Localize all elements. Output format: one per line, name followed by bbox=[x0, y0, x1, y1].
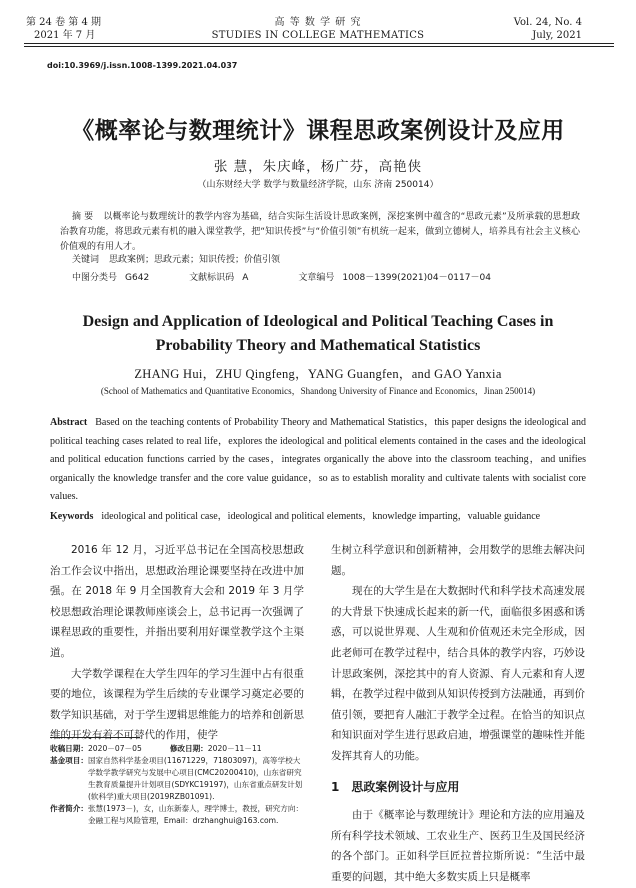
body-right-column bbox=[331, 540, 585, 888]
footnote-fund bbox=[50, 755, 304, 803]
header-date-en: July, 2021 bbox=[532, 30, 582, 41]
revised-value: 2020－11－11 bbox=[207, 744, 262, 753]
affiliation-en: (School of Mathematics and Quantitative Economics，Shandong University of Finance and Economics，Jinan 250014) bbox=[100, 386, 536, 396]
clc-value: G642 bbox=[125, 273, 150, 283]
body-paragraph: 生树立科学意识和创新精神，会用数学的思维去解决问题。 bbox=[331, 544, 585, 577]
received-value: 2020－07－05 bbox=[87, 744, 142, 753]
header-date-cn: 2021 年 7 月 bbox=[34, 30, 96, 41]
footnote-rule bbox=[50, 737, 140, 738]
paper-title-en-line2: Probability Theory and Mathematical Statistics bbox=[155, 337, 481, 354]
keywords-en-text: ideological and political case，ideological and political elements，knowledge imparting，valuable guidance bbox=[101, 511, 541, 522]
body-paragraph: 由于《概率论与数理统计》理论和方法的应用遍及所有科学技术领域、工农业生产、医药卫生及国民经济的各个部门。正如科学巨匠拉普拉斯所说：“生活中最重要的问题，其中绝大多数实质上只是概率 bbox=[331, 809, 585, 883]
fund-value: 国家自然科学基金项目(11671229，71803097)，高等学校大学数学教学研究与发展中心项目(CMC20200410)，山东省研究生教育质量提升计划项目(SDYKC19197)，山东省重点研发计划(软科学)重大项目(2019RZB01091). bbox=[87, 756, 303, 801]
paper-title-en-line1: Design and Application of Ideological and Political Teaching Cases in bbox=[82, 313, 554, 330]
keywords-cn-text: 思政案例；思政元素；知识传授；价值引领 bbox=[109, 255, 281, 265]
abstract-cn bbox=[60, 210, 580, 255]
abstract-en bbox=[50, 414, 586, 507]
abstract-en-label: Abstract bbox=[50, 417, 88, 428]
keywords-en-label: Keywords bbox=[50, 511, 94, 522]
header-volume-en bbox=[514, 16, 582, 42]
author-bio-value: 张慧(1973－)，女，山东新泰人，理学博士，教授，研究方向：金融工程与风险管理，Email：drzhanghui@163.com. bbox=[87, 804, 304, 825]
doc-code-label: 文献标识码 bbox=[189, 273, 235, 283]
footnote-author bbox=[50, 803, 304, 827]
doi[interactable]: doi:10.3969/j.issn.1008-1399.2021.04.037 bbox=[47, 61, 238, 70]
keywords-cn bbox=[72, 252, 280, 265]
authors-cn: 张 慧，朱庆峰，杨广芬，高艳侠 bbox=[213, 159, 423, 175]
header-journal-en: STUDIES IN COLLEGE MATHEMATICS bbox=[211, 30, 425, 41]
section-heading: 1 思政案例设计与应用 bbox=[331, 779, 460, 794]
footnote-dates bbox=[50, 743, 304, 755]
paper-title-en bbox=[0, 310, 636, 358]
revised-label: 修改日期： bbox=[169, 744, 208, 753]
header-rule-top bbox=[24, 43, 614, 44]
abstract-cn-label: 摘 要 bbox=[72, 212, 94, 222]
article-no-label: 文章编号 bbox=[298, 273, 335, 283]
keywords-cn-label: 关键词 bbox=[72, 255, 100, 265]
body-paragraph: 2016 年 12 月，习近平总书记在全国高校思想政治工作会议中指出，思想政治理论课要坚持在改进中加强。在 2018 年 9 月全国教育大会和 2019 年 3 月学校思想政治理论课教师座谈会上，总书记再一次强调了课程思政的重要性，并指出要利用好课堂教学这个主渠道。 bbox=[50, 544, 304, 659]
abstract-cn-text: 以概率论与数理统计的教学内容为基础，结合实际生活设计思政案例，深挖案例中蕴含的“思政元素”及所承载的思想政治教育功能，将思政元素有机的融入课堂教学，把“知识传授”与“价值引领”有机统一起来，做到立德树人，培养具有社会主义核心价值观的有用人才。 bbox=[60, 212, 580, 252]
header-rule-bottom bbox=[24, 46, 614, 47]
abstract-en-text: Based on the teaching contents of Probability Theory and Mathematical Statistics，this paper designs the ideological and political teaching cases related to real life，explores the ideological and political elements contained in the cases and the ideological and political education functions carried by the cases，integrates organically the above into the classroom teaching，and unifies organically the knowledge transfer and the core value guidance，so as to establish morality and cultivate talents with socialist core values. bbox=[50, 417, 586, 502]
affiliation-cn: （山东财经大学 数学与数量经济学院，山东 济南 250014） bbox=[197, 180, 439, 190]
classification-line bbox=[72, 270, 592, 283]
header-vol-no: Vol. 24, No. 4 bbox=[513, 17, 582, 28]
keywords-en bbox=[50, 507, 610, 522]
clc-label: 中图分类号 bbox=[72, 273, 118, 283]
paper-title-cn: 《概率论与数理统计》课程思政案例设计及应用 bbox=[71, 118, 565, 144]
article-no-value: 1008－1399(2021)04－0117－04 bbox=[342, 273, 491, 283]
header-volume: 第 24 卷 第 4 期 bbox=[26, 17, 101, 28]
body-left-column bbox=[50, 540, 304, 746]
header-journal-cn: 高 等 数 学 研 究 bbox=[274, 17, 362, 28]
authors-en: ZHANG Hui，ZHU Qingfeng，YANG Guangfen，and GAO Yanxia bbox=[134, 367, 502, 381]
footnotes bbox=[50, 743, 304, 827]
fund-label: 基金项目： bbox=[50, 756, 88, 765]
doc-code-value: A bbox=[242, 273, 249, 283]
received-label: 收稿日期： bbox=[50, 744, 88, 753]
body-paragraph: 现在的大学生是在大数据时代和科学技术高速发展的大背景下快速成长起来的新一代，面临很多困惑和诱惑，可以说世界观、人生观和价值观还未完全形成，因此老师可在教学过程中，结合具体的教学内容，巧妙设计思政案例，深挖其中的育人资源、育人元素和育人逻辑，在教学过程中做到从知识传授到方法融通，再到价值引领，要把育人融汇于教学全过程。在恰当的知识点和知识面对学生进行思政启迪，增强课堂的趣味性并能发挥其育人的功能。 bbox=[331, 585, 585, 762]
author-bio-label: 作者简介： bbox=[50, 804, 88, 813]
body-paragraph: 大学数学课程在大学生四年的学习生涯中占有很重要的地位，该课程为学生后续的专业课学习奠定必要的数学知识基础，对于学生逻辑思维能力的培养和创新思维的开发有着不可替代的作用，使学 bbox=[50, 667, 304, 742]
